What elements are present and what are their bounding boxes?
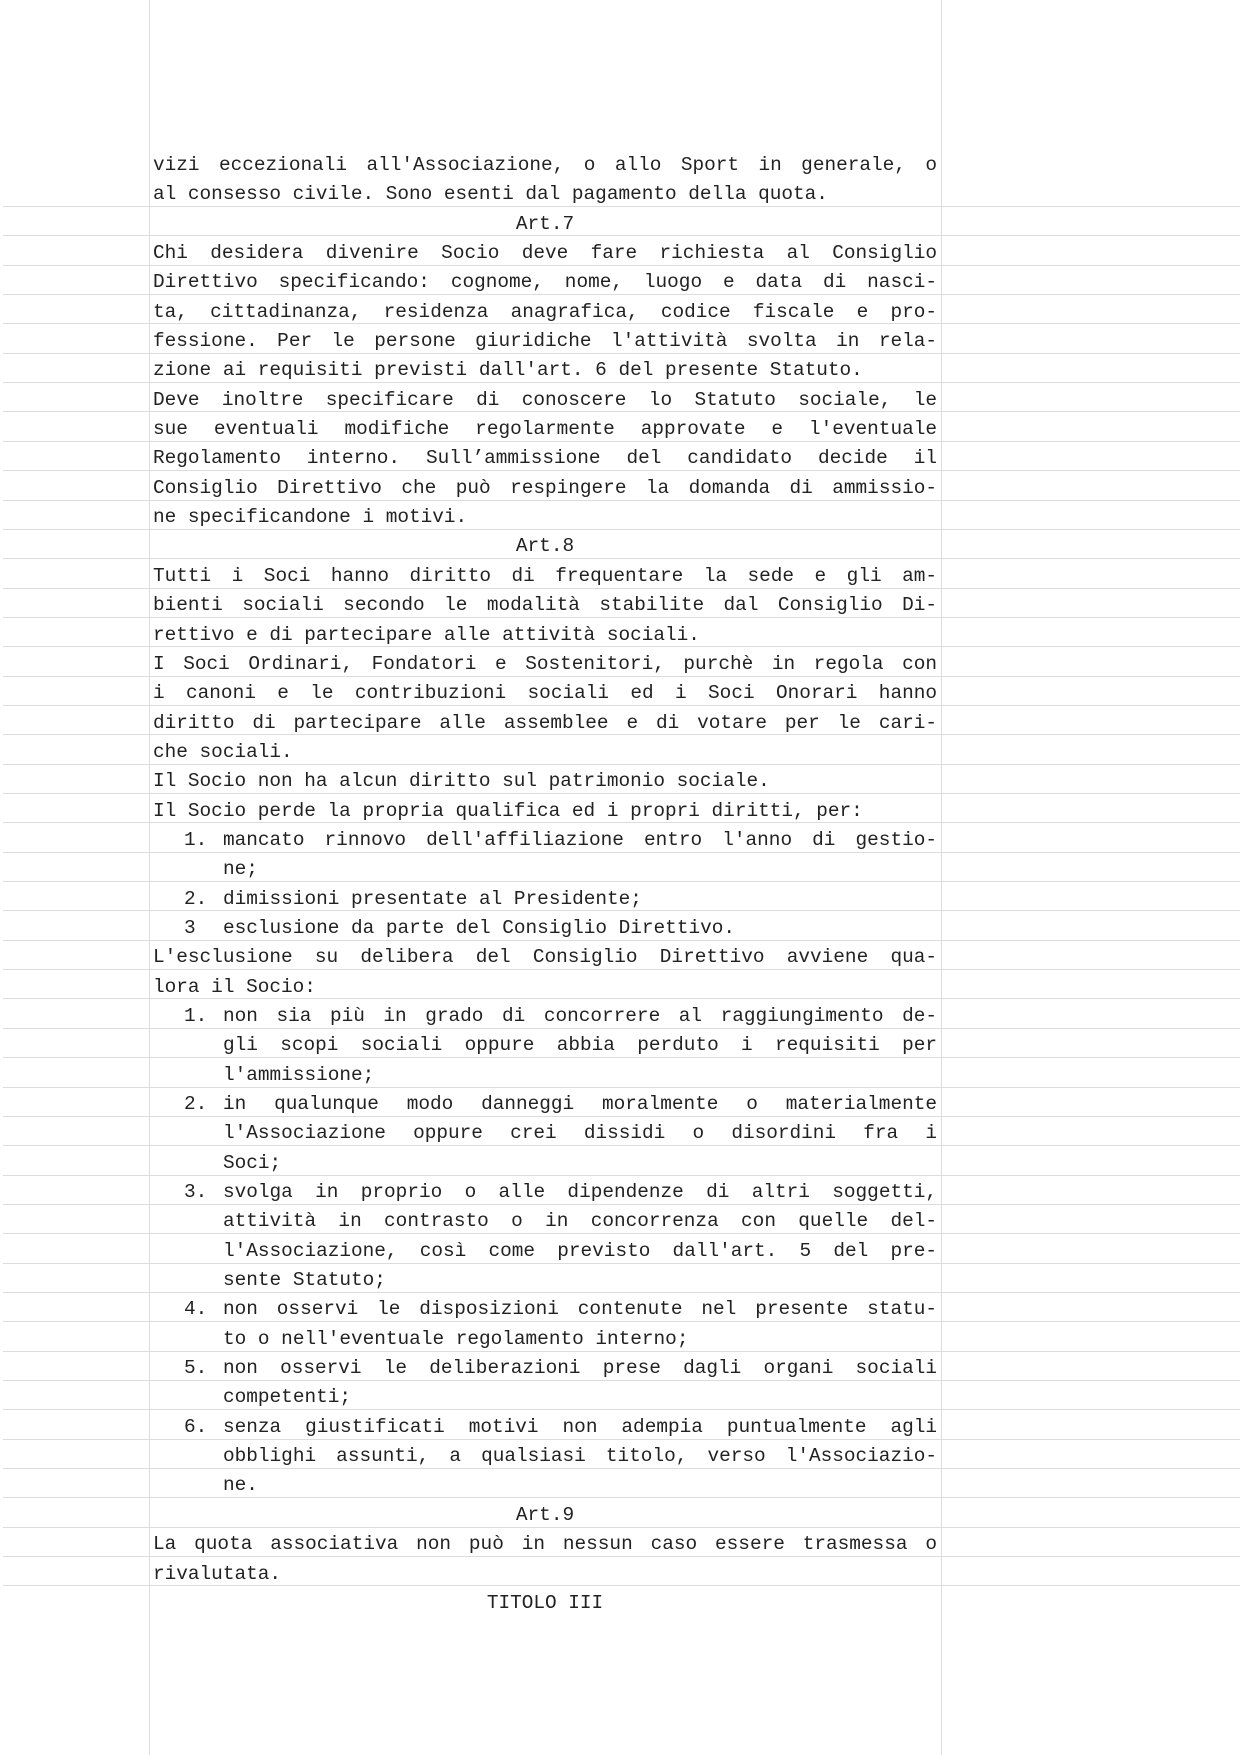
list-number: 1. [184, 1004, 208, 1027]
text-line: diritto di partecipare alle assemblee e di votare per le cari- [153, 711, 937, 734]
list-number: 3 [184, 916, 196, 939]
article-heading: TITOLO III [486, 1591, 604, 1614]
text-line: fessione. Per le persone giuridiche l'attività svolta in rela- [153, 330, 937, 353]
text-line: bienti sociali secondo le modalità stabilite dal Consiglio Di- [153, 594, 937, 617]
list-item-text: non sia più in grado di concorrere al raggiungimento de- [223, 1004, 937, 1027]
list-item [153, 1295, 937, 1324]
text-line: Direttivo specificando: cognome, nome, luogo e data di nasci- [153, 271, 937, 294]
list-item-text: competenti; [223, 1386, 351, 1409]
text-line: Il Socio perde la propria qualifica ed i propri diritti, per: [153, 799, 863, 822]
list-item [153, 914, 937, 943]
list-item-text: l'Associazione, così come previsto dall'art. 5 del pre- [223, 1239, 937, 1262]
list-number: 4. [184, 1298, 208, 1321]
list-item-continuation [153, 1325, 937, 1354]
list-item-text: non osservi le deliberazioni prese dagli organi sociali [223, 1357, 937, 1380]
right-margin-rule [941, 0, 942, 1755]
list-item [153, 1354, 937, 1383]
article-heading: Art.9 [515, 1503, 575, 1526]
list-item-continuation [153, 1061, 937, 1090]
list-item [153, 1178, 937, 1207]
document-body [153, 151, 937, 1618]
text-line: I Soci Ordinari, Fondatori e Sostenitori, purchè in regola con [153, 652, 937, 675]
text-line: ne specificandone i motivi. [153, 506, 468, 529]
text-line: Deve inoltre specificare di conoscere lo Statuto sociale, le [153, 388, 937, 411]
list-item-continuation [153, 855, 937, 884]
article-heading: Art.8 [515, 535, 575, 558]
list-number: 1. [184, 828, 208, 851]
text-line: rivalutata. [153, 1562, 281, 1585]
list-number: 3. [184, 1181, 208, 1204]
text-line: La quota associativa non può in nessun caso essere trasmessa o [153, 1533, 937, 1556]
text-line: rettivo e di partecipare alle attività sociali. [153, 623, 700, 646]
list-number: 6. [184, 1415, 208, 1438]
list-item-text: obblighi assunti, a qualsiasi titolo, verso l'Associazio- [223, 1445, 937, 1468]
text-line: Regolamento interno. Sull’ammissione del candidato decide il [153, 447, 937, 470]
list-item-text: l'ammissione; [223, 1063, 375, 1086]
text-line: Il Socio non ha alcun diritto sul patrimonio sociale. [153, 770, 770, 793]
text-line: sue eventuali modifiche regolarmente approvate e l'eventuale [153, 418, 937, 441]
list-item-text: ne. [223, 1474, 258, 1497]
list-item [153, 885, 937, 914]
text-line: L'esclusione su delibera del Consiglio Direttivo avviene qua- [153, 946, 937, 969]
list-number: 2. [184, 887, 208, 910]
list-item-text: non osservi le disposizioni contenute nel presente statu- [223, 1298, 937, 1321]
list-item-continuation [153, 1149, 937, 1178]
list-item-text: gli scopi sociali oppure abbia perduto i requisiti per [223, 1034, 937, 1057]
list-item [153, 1090, 937, 1119]
text-line: i canoni e le contribuzioni sociali ed i Soci Onorari hanno [153, 682, 937, 705]
text-line: ta, cittadinanza, residenza anagrafica, codice fiscale e pro- [153, 300, 937, 323]
list-item [153, 826, 937, 855]
text-line: zione ai requisiti previsti dall'art. 6 del presente Statuto. [153, 359, 863, 382]
list-item-text: attività in contrasto o in concorrenza con quelle del- [223, 1210, 937, 1233]
list-item-text: Soci; [223, 1151, 282, 1174]
list-item-continuation [153, 1383, 937, 1412]
list-item-text: ne; [223, 858, 258, 881]
text-line: al consesso civile. Sono esenti dal pagamento della quota. [153, 183, 828, 206]
text-line: Consiglio Direttivo che può respingere la domanda di ammissio- [153, 476, 937, 499]
text-line: Tutti i Soci hanno diritto di frequentare la sede e gli am- [153, 564, 937, 587]
list-item-text: l'Associazione oppure crei dissidi o disordini fra i [223, 1122, 937, 1145]
text-line: vizi eccezionali all'Associazione, o allo Sport in generale, o [153, 154, 937, 176]
list-number: 2. [184, 1093, 208, 1115]
list-item-text: in qualunque modo danneggi moralmente o materialmente [223, 1093, 937, 1115]
list-item-text: dimissioni presentate al Presidente; [223, 887, 642, 910]
list-item-continuation [153, 1471, 937, 1500]
list-item-text: svolga in proprio o alle dipendenze di altri soggetti, [223, 1181, 937, 1204]
text-line: lora il Socio: [153, 975, 316, 998]
list-item-text: mancato rinnovo dell'affiliazione entro l'anno di gestio- [223, 828, 937, 851]
list-item-continuation [153, 1266, 937, 1295]
text-line: Chi desidera divenire Socio deve fare richiesta al Consiglio [153, 242, 937, 265]
list-item-text: to o nell'eventuale regolamento interno; [223, 1327, 689, 1350]
list-item [153, 1413, 937, 1442]
left-margin-rule [149, 0, 150, 1755]
list-item-continuation [153, 1237, 937, 1266]
list-item-text: esclusione da parte del Consiglio Direttivo. [223, 916, 735, 939]
list-item-continuation [153, 1031, 937, 1060]
list-item-continuation [153, 1442, 937, 1471]
text-line: che sociali. [153, 740, 293, 763]
list-item-continuation [153, 1207, 937, 1236]
list-item-text: sente Statuto; [223, 1269, 386, 1292]
article-heading: Art.7 [515, 212, 575, 235]
list-number: 5. [184, 1357, 208, 1380]
list-item [153, 1002, 937, 1031]
list-item-continuation [153, 1119, 937, 1148]
list-item-text: senza giustificati motivi non adempia puntualmente agli [223, 1415, 937, 1438]
